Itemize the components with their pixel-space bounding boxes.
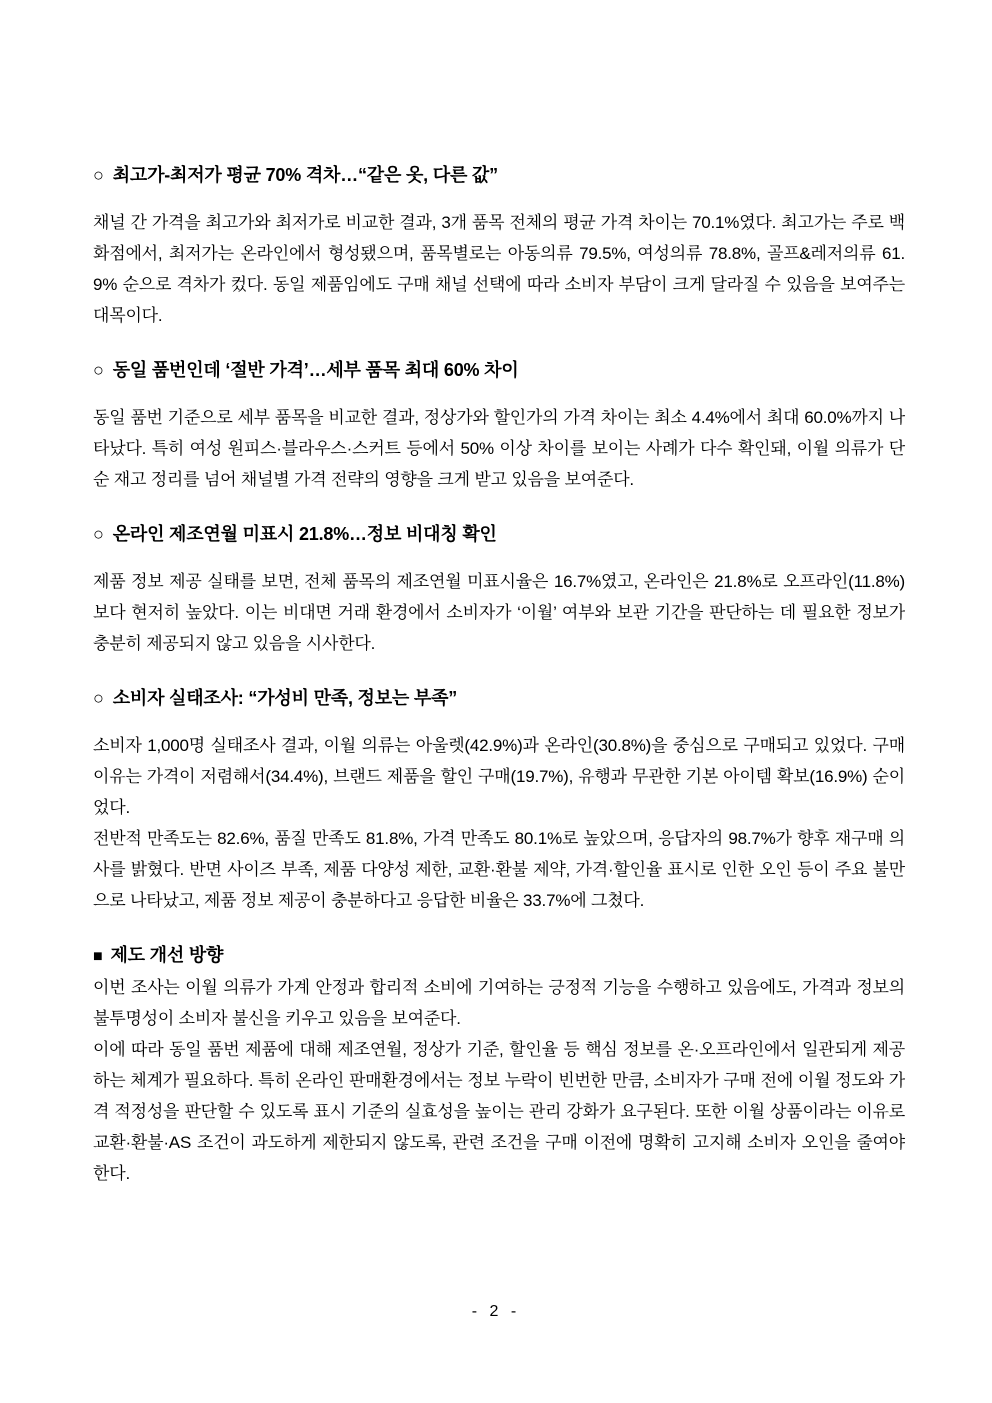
paragraph: 동일 품번 기준으로 세부 품목을 비교한 결과, 정상가와 할인가의 가격 차이는 최소 4.4%에서 최대 60.0%까지 나타났다. 특히 여성 원피스·블라우스·스커트 등에서 50% 이상 차이를 보이는 사례가 다수 확인돼, 이월 의류가 단순 재고 정리를 넘어 채널별 가격 전략의 영향을 크게 받고 있음을 보여준다.	[93, 408, 905, 489]
paragraph: 소비자 1,000명 실태조사 결과, 이월 의류는 아울렛(42.9%)과 온라인(30.8%)을 중심으로 구매되고 있었다. 구매 이유는 가격이 저렴해서(34.4%), 브랜드 제품을 할인 구매(19.7%), 유행과 무관한 기본 아이템 확보(16.9%) 순이었다.	[93, 736, 905, 817]
square-bullet-icon: ■	[93, 948, 103, 965]
section-title-text: 최고가-최저가 평균 70% 격차…“같은 옷, 다른 값”	[112, 165, 498, 185]
circle-bullet-icon: ○	[93, 360, 104, 380]
paragraph: 전반적 만족도는 82.6%, 품질 만족도 81.8%, 가격 만족도 80.1%로 높았으며, 응답자의 98.7%가 향후 재구매 의사를 밝혔다. 반면 사이즈 부족, 제품 다양성 제한, 교환·환불 제약, 가격·할인율 표시로 인한 오인 등이 주요 불만으로 나타났고, 제품 정보 제공이 충분하다고 응답한 비율은 33.7%에 그쳤다.	[93, 829, 905, 910]
document-body	[93, 160, 905, 1213]
section-title	[93, 519, 905, 550]
paragraph: 이에 따라 동일 품번 제품에 대해 제조연월, 정상가 기준, 할인율 등 핵심 정보를 온·오프라인에서 일관되게 제공하는 체계가 필요하다. 특히 온라인 판매환경에서는 정보 누락이 빈번한 만큼, 소비자가 구매 전에 이월 정도와 가격 적정성을 판단할 수 있도록 표시 기준의 실효성을 높이는 관리 강화가 요구된다. 또한 이월 상품이라는 이유로 교환·환불·AS 조건이 과도하게 제한되지 않도록, 관련 조건을 구매 이전에 명확히 고지해 소비자 오인을 줄여야 한다.	[93, 1040, 905, 1183]
circle-bullet-icon: ○	[93, 165, 104, 185]
section-online-label-missing	[93, 519, 905, 659]
section-title	[93, 160, 905, 191]
section-title-text: 제도 개선 방향	[110, 945, 224, 965]
section-title-text: 소비자 실태조사: “가성비 만족, 정보는 부족”	[112, 688, 458, 708]
section-same-item-half-price	[93, 355, 905, 495]
section-title	[93, 355, 905, 386]
paragraph: 이번 조사는 이월 의류가 가계 안정과 합리적 소비에 기여하는 긍정적 기능을 수행하고 있음에도, 가격과 정보의 불투명성이 소비자 불신을 키우고 있음을 보여준다.	[93, 978, 905, 1028]
section-price-gap	[93, 160, 905, 331]
circle-bullet-icon: ○	[93, 688, 104, 708]
paragraph: 채널 간 가격을 최고가와 최저가로 비교한 결과, 3개 품목 전체의 평균 가격 차이는 70.1%였다. 최고가는 주로 백화점에서, 최저가는 온라인에서 형성됐으며, 품목별로는 아동의류 79.5%, 여성의류 78.8%, 골프&레저의류 61.9% 순으로 격차가 컸다. 동일 제품임에도 구매 채널 선택에 따라 소비자 부담이 크게 달라질 수 있음을 보여주는 대목이다.	[93, 213, 905, 325]
section-title-text: 온라인 제조연월 미표시 21.8%…정보 비대칭 확인	[112, 524, 497, 544]
section-title	[93, 683, 905, 714]
paragraph: 제품 정보 제공 실태를 보면, 전체 품목의 제조연월 미표시율은 16.7%였고, 온라인은 21.8%로 오프라인(11.8%)보다 현저히 높았다. 이는 비대면 거래 환경에서 소비자가 ‘이월’ 여부와 보관 기간을 판단하는 데 필요한 정보가 충분히 제공되지 않고 있음을 시사한다.	[93, 572, 905, 653]
section-title-text: 동일 품번인데 ‘절반 가격’…세부 품목 최대 60% 차이	[112, 360, 519, 380]
section-policy-improvement	[93, 940, 905, 1189]
circle-bullet-icon: ○	[93, 524, 104, 544]
section-title	[93, 940, 905, 972]
page-number: - 2 -	[471, 1303, 521, 1320]
section-consumer-survey	[93, 683, 905, 916]
